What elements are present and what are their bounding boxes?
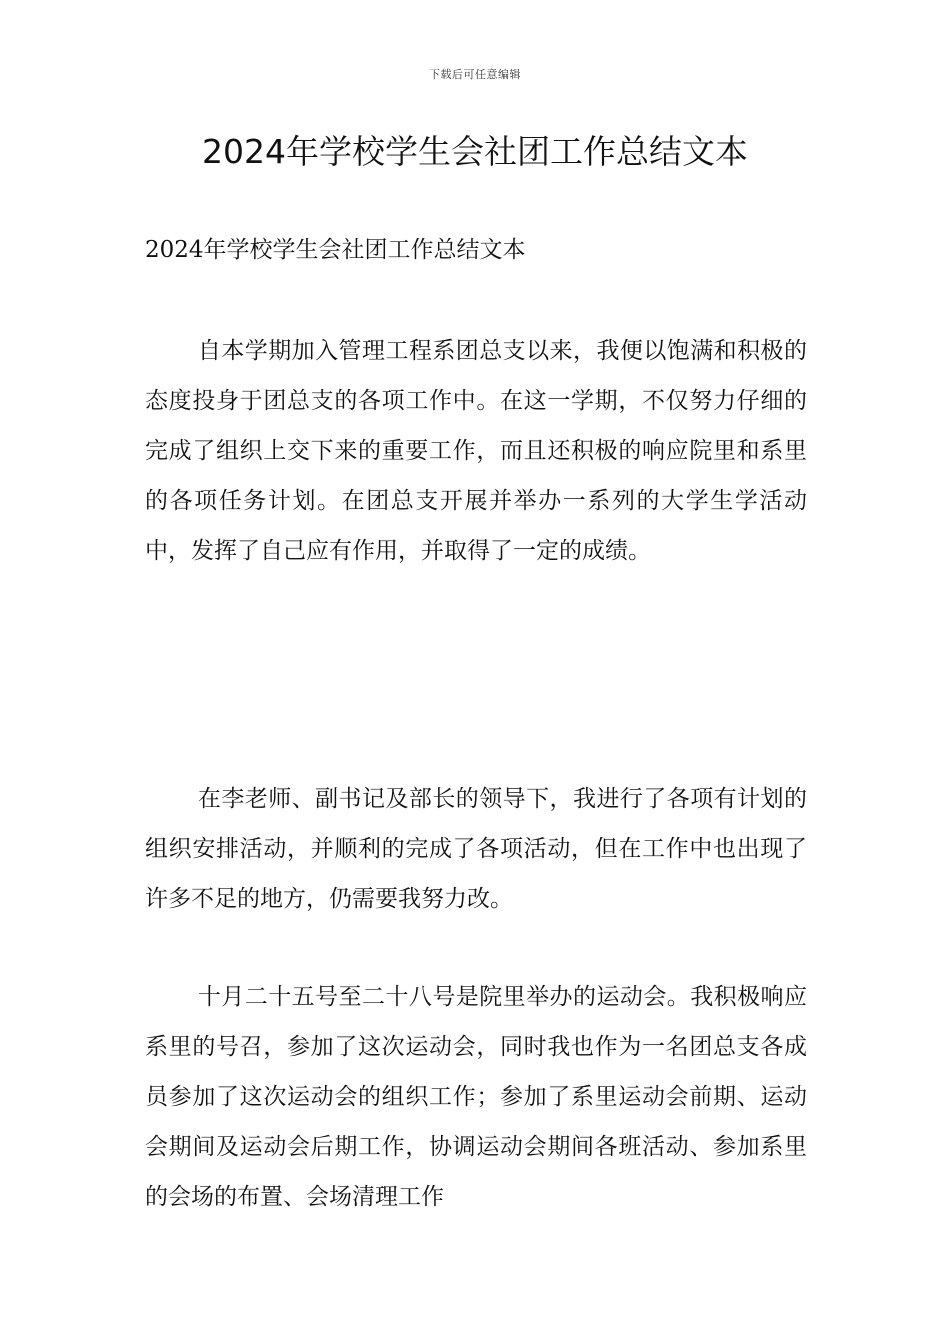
document-subtitle: 2024年学校学生会社团工作总结文本	[145, 237, 526, 263]
paragraph-intro: 自本学期加入管理工程系团总支以来，我便以饱满和积极的态度投身于团总支的各项工作中。在这一学期，不仅努力仔细的完成了组织上交下来的重要工作，而且还积极的响应院里和系里的各项任务计划。在团总支开展并举办一系列的大学生学活动中，发挥了自己应有作用，并取得了一定的成绩。	[145, 338, 807, 564]
header-note: 下载后可任意编辑	[429, 68, 521, 81]
paragraph-leadership: 在李老师、副书记及部长的领导下，我进行了各项有计划的组织安排活动，并顺利的完成了各项活动，但在工作中也出现了许多不足的地方，仍需要我努力改。	[145, 786, 807, 912]
document-title: 2024年学校学生会社团工作总结文本	[202, 132, 748, 171]
paragraph-sports-meet: 十月二十五号至二十八号是院里举办的运动会。我积极响应系里的号召，参加了这次运动会，同时我也作为一名团总支各成员参加了这次运动会的组织工作；参加了系里运动会前期、运动会期间及运动会后期工作，协调运动会期间各班活动、参加系里的会场的布置、会场清理工作	[145, 984, 807, 1210]
